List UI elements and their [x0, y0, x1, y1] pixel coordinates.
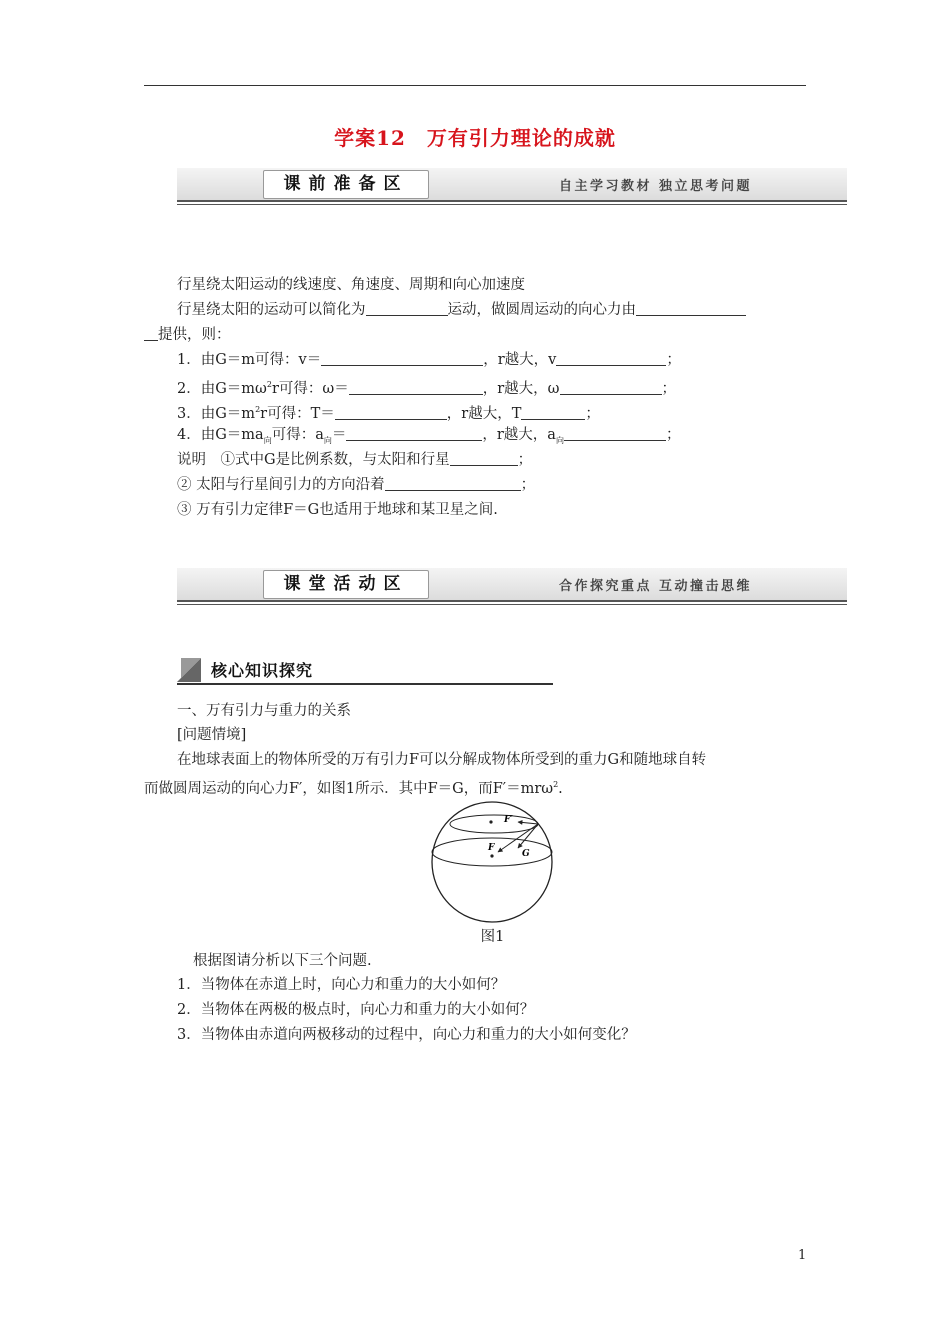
answer-blank[interactable]	[385, 476, 521, 491]
label-g: G	[522, 849, 530, 859]
prep-text: ；	[661, 380, 677, 397]
prep-text: 1．由G＝m可得：v＝	[177, 352, 322, 368]
banner-rule	[177, 204, 847, 205]
prep-text: r可得：ω＝	[271, 380, 349, 397]
prep-text: 2．由G＝mω	[177, 380, 267, 397]
banner-slogan: 合作探究重点 互动撞击思维	[558, 579, 752, 594]
sphere-diagram	[428, 800, 556, 924]
answer-blank[interactable]	[636, 301, 746, 316]
page-title: 学案12 万有引力理论的成就	[334, 126, 616, 150]
prep-text: 而做圆周运动的向心力F′，如图1所示．其中F＝G，而F′＝mrω	[144, 780, 554, 797]
prep-text: ；	[520, 477, 536, 493]
prep-line	[177, 300, 746, 320]
prep-line	[144, 325, 231, 345]
prep-text: r可得：T＝	[260, 405, 335, 422]
formula-item-4	[177, 425, 680, 451]
question-2: 2．当物体在两极的极点时，向心力和重力的大小如何？	[177, 1002, 535, 1018]
banner-tab-label: 课堂活动区	[263, 570, 429, 599]
note-2	[177, 475, 535, 495]
earth-force-diagram	[428, 800, 556, 924]
prep-text: 说明 ①式中G是比例系数，与太阳和行星	[177, 452, 450, 468]
section-banner-prep	[177, 168, 847, 204]
question-intro: 根据图请分析以下三个问题.	[193, 953, 372, 969]
prep-text: 3．由G＝m	[177, 405, 256, 422]
prep-text: ，r越大，v	[483, 352, 557, 368]
label-f-prime: F′	[504, 815, 513, 825]
banner-tab-label: 课前准备区	[263, 170, 429, 199]
question-1: 1．当物体在赤道上时，向心力和重力的大小如何？	[177, 977, 506, 993]
prep-text: 行星绕太阳的运动可以简化为	[177, 302, 366, 318]
paragraph-line	[144, 775, 563, 799]
label-f: F	[488, 843, 495, 853]
circle-center-dot	[489, 820, 492, 823]
page-number: 1	[798, 1248, 807, 1263]
answer-blank[interactable]	[321, 351, 483, 366]
question-3: 3．当物体由赤道向两极移动的过程中，向心力和重力的大小如何变化？	[177, 1027, 636, 1043]
answer-blank[interactable]	[556, 351, 666, 366]
answer-blank[interactable]	[346, 426, 482, 441]
prep-text: .	[558, 780, 563, 797]
note-1	[177, 450, 532, 470]
prep-text: ，r越大，ω	[482, 380, 560, 397]
formula-item-2	[177, 375, 676, 399]
answer-blank[interactable]	[366, 301, 448, 316]
subscript: 向	[323, 435, 332, 445]
heading-rule	[177, 683, 553, 685]
superscript: 2	[255, 405, 261, 414]
banner-rule	[177, 200, 847, 202]
banner-slogan: 自主学习教材 独立思考问题	[558, 179, 752, 194]
superscript: 2	[266, 380, 272, 389]
prep-text: ；	[666, 352, 681, 368]
corner-triangle-icon	[181, 658, 201, 678]
prep-text: ；	[665, 427, 681, 443]
scenario-label: [问题情境]	[177, 727, 247, 743]
figure-caption: 图1	[480, 929, 505, 945]
centripetal-force-arrow	[518, 822, 538, 824]
prep-line: 行星绕太阳运动的线速度、角速度、周期和向心加速度	[177, 277, 525, 293]
banner-rule	[177, 600, 847, 602]
subscript: 向	[555, 435, 564, 445]
answer-blank[interactable]	[349, 380, 483, 395]
answer-blank[interactable]	[450, 451, 518, 466]
prep-text: 运动，做圆周运动的向心力由	[447, 302, 636, 318]
answer-blank[interactable]	[560, 380, 662, 395]
subsection-title: 一、万有引力与重力的关系	[177, 703, 351, 719]
section-banner-class	[177, 568, 847, 604]
banner-rule	[177, 604, 847, 605]
answer-blank[interactable]	[521, 405, 585, 420]
prep-text: ，r越大，a	[482, 427, 556, 443]
header-rule	[144, 85, 806, 86]
prep-text: ；	[517, 452, 533, 468]
core-knowledge-heading	[177, 656, 553, 684]
prep-text: 可得：a	[271, 427, 324, 443]
answer-blank[interactable]	[564, 426, 666, 441]
prep-text: ＝	[331, 427, 347, 443]
earth-center-dot	[490, 854, 493, 857]
formula-item-1	[177, 350, 681, 370]
answer-blank[interactable]	[144, 326, 158, 341]
answer-blank[interactable]	[335, 405, 447, 420]
note-3: ③ 万有引力定律F＝G也适用于地球和某卫星之间.	[177, 502, 498, 518]
prep-text: 4．由G＝ma	[177, 427, 264, 443]
prep-text: ，r越大，T	[446, 405, 522, 422]
superscript: 2	[553, 780, 559, 789]
prep-text: ② 太阳与行星间引力的方向沿着	[177, 477, 385, 493]
heading-label: 核心知识探究	[211, 661, 314, 680]
subscript: 向	[263, 435, 272, 445]
prep-text: ；	[585, 405, 600, 422]
prep-text: 提供，则：	[158, 327, 231, 343]
formula-item-3	[177, 400, 600, 424]
latitude-ellipse	[450, 815, 538, 833]
paragraph-line: 在地球表面上的物体所受的万有引力F可以分解成物体所受到的重力G和随地球自转	[177, 752, 707, 768]
